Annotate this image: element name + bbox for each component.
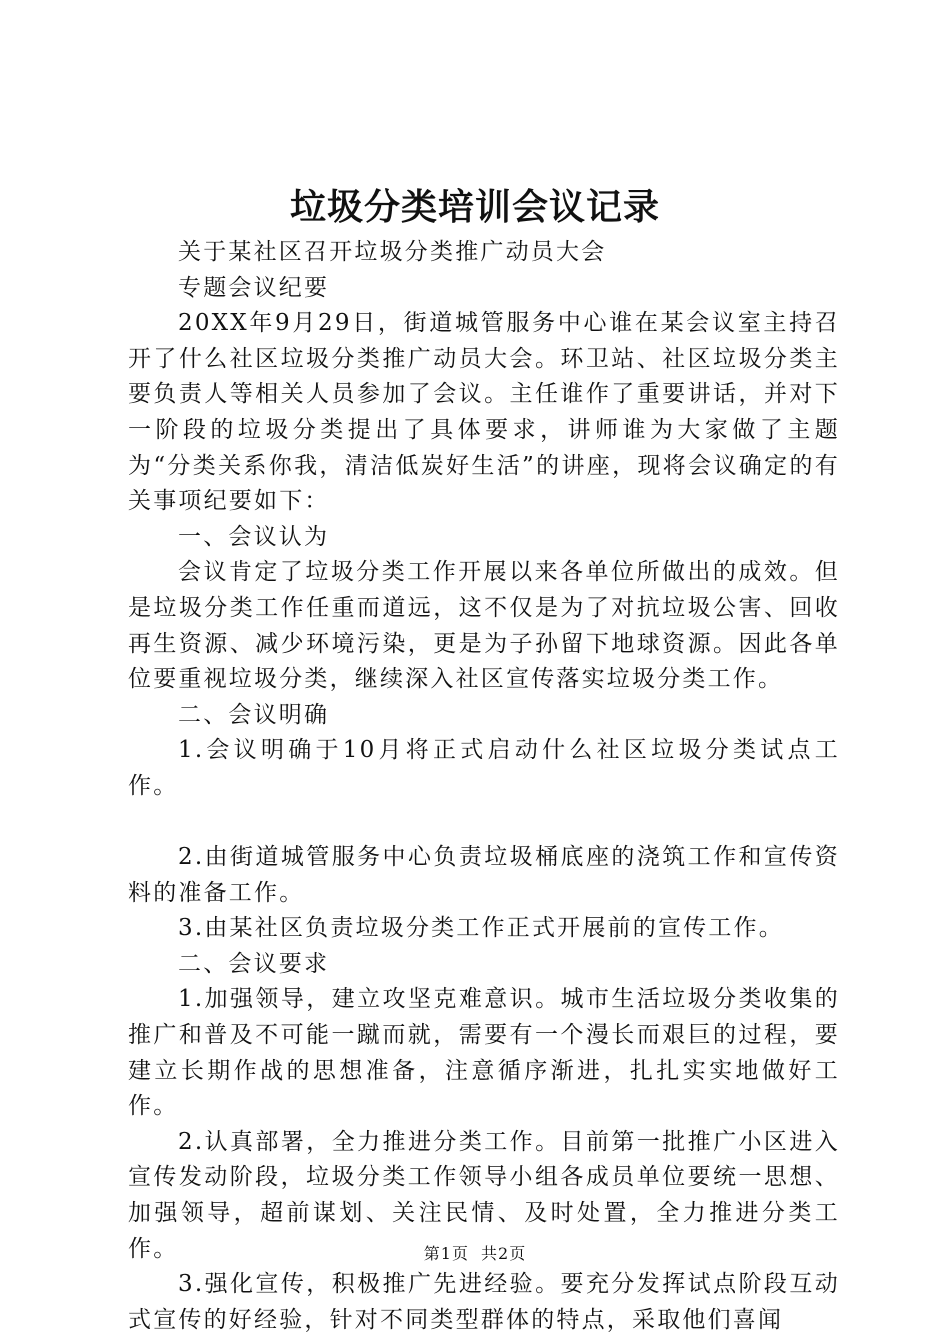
paragraph-subject-line-1: 关于某社区召开垃圾分类推广动员大会 [178,239,607,265]
list-item-clarify-2: 2.由街道城管服务中心负责垃圾桶底座的浇筑工作和宣传资料的准备工作。 [128,844,840,906]
page-number: 第1页 [423,1244,469,1263]
section-heading-3: 二、会议要求 [178,950,330,977]
list-item-require-3: 3.强化宣传，积极推广先进经验。要充分发挥试点阶段互动式宣传的好经验，针对不同类型群体的特点，采取他们喜闻 [128,1271,840,1333]
list-item-clarify-3: 3.由某社区负责垃圾分类工作正式开展前的宣传工作。 [178,915,784,942]
paragraph-intro: 20XX年9月29日，街道城管服务中心谁在某会议室主持召开了什么社区垃圾分类推广动员大会。环卫站、社区垃圾分类主要负责人等相关人员参加了会议。主任谁作了重要讲话，并对下一阶段的垃圾分类提出了具体要求，讲师谁为大家做了主题为“分类关系你我，清洁低炭好生活”的讲座，现将会议确定的有关事项纪要如下： [128,310,840,515]
document-title: 垃圾分类培训会议记录 [289,186,660,228]
list-item-require-2: 2.认真部署，全力推进分类工作。目前第一批推广小区进入宣传发动阶段，垃圾分类工作领导小组各成员单位要统一思想、加强领导，超前谋划、关注民情、及时处置，全力推进分类工作。 [128,1128,840,1262]
page-total: 共2页 [481,1244,527,1263]
list-item-require-1: 1.加强领导，建立攻坚克难意识。城市生活垃圾分类收集的推广和普及不可能一蹴而就，需要有一个漫长而艰巨的过程，要建立长期作战的思想准备，注意循序渐进，扎扎实实地做好工作。 [128,986,840,1120]
blank-line [128,805,840,841]
list-item-clarify-1: 1.会议明确于10月将正式启动什么社区垃圾分类试点工作。 [128,737,840,799]
section-heading-1: 一、会议认为 [178,523,330,550]
page-footer [0,1242,950,1266]
paragraph-subject-line-2: 专题会议纪要 [178,274,330,301]
paragraph-section-1: 会议肯定了垃圾分类工作开展以来各单位所做出的成效。但是垃圾分类工作任重而道远，这不仅是为了对抗垃圾公害、回收再生资源、减少环境污染，更是为子孙留下地球资源。因此各单位要重视垃圾分类，继续深入社区宣传落实垃圾分类工作。 [128,559,840,693]
section-heading-2: 二、会议明确 [178,701,330,728]
document-body [128,235,840,1338]
